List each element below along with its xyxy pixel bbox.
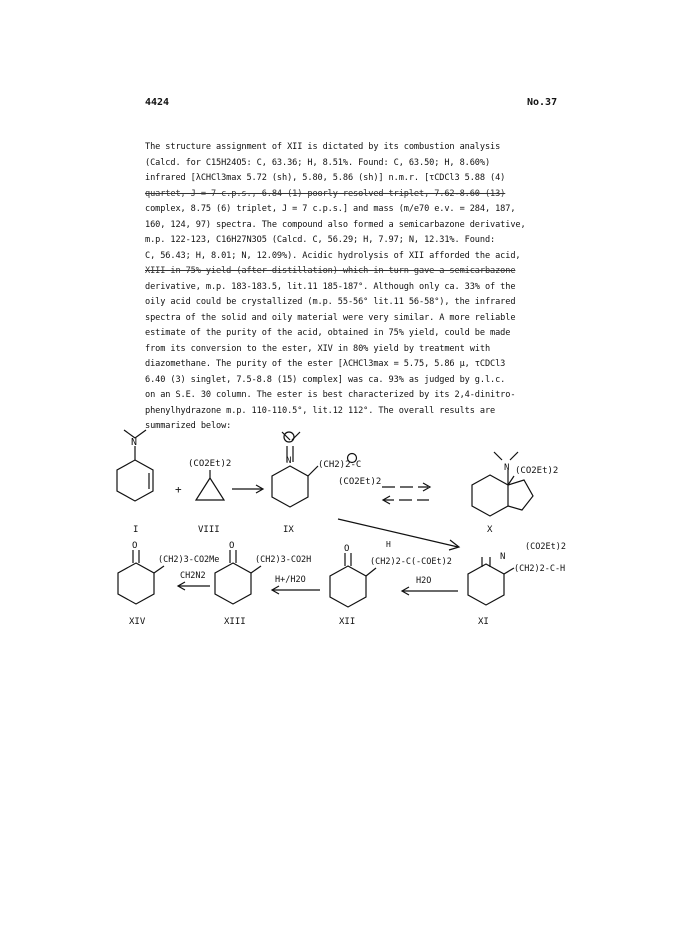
text-line: on an S.E. 30 column. The ester is best characterized by its 2,4-dinitro-: [145, 390, 516, 400]
xii-chain: (CH2)2-C(-COEt)2: [370, 557, 452, 567]
label-compound-i: I: [133, 525, 139, 535]
reagent-diazomethane: CH2N2: [180, 571, 206, 581]
bond-x-me1: [494, 452, 502, 460]
oxygen-xiii: O: [229, 541, 235, 551]
text-line: m.p. 122-123, C16H27N3O5 (Calcd. C, 56.29; H, 7.97; N, 12.31%. Found:: [145, 235, 496, 245]
plus-sign: +: [175, 483, 182, 496]
text-line: derivative, m.p. 183-183.5, lit.11 185-187°. Although only ca. 33% of the: [145, 281, 516, 292]
ring-compound-xi: [468, 564, 504, 605]
text-line: phenylhydrazone m.p. 110-110.5°, lit.12 112°. The overall results are: [145, 405, 496, 416]
xi-chain: (CH2)2-C-H: [514, 564, 566, 574]
ring6-compound-x: [472, 475, 508, 516]
ix-chain: (CH2)2-C: [318, 460, 362, 470]
ring5-compound-x: [508, 480, 533, 510]
bond-xi-chain: [504, 568, 514, 574]
ring-compound-xii: [330, 566, 366, 607]
nitrogen-x: N: [504, 463, 510, 473]
ring-compound-xiv: [118, 563, 154, 604]
x-substituent: (CO2Et)2: [515, 466, 559, 476]
ring-compound-viii: [196, 478, 224, 500]
bond-x-me2: [510, 452, 518, 460]
xiv-chain: (CH2)3-CO2Me: [158, 555, 220, 565]
nitrogen-i: N: [131, 437, 138, 448]
text-line: diazomethane. The purity of the ester [λCHCl3max = 5.75, 5.86 μ, τCDCl3: [145, 359, 506, 369]
ix-esters: (CO2Et)2: [338, 477, 382, 487]
text-line: XIII in 75% yield (after distillation) which in turn gave a semicarbazone: [145, 266, 516, 276]
bond-xiii-chain: [251, 566, 261, 573]
arrow-to-xi: [338, 519, 458, 547]
bond-xii-chain: [366, 568, 376, 576]
label-compound-x: X: [487, 525, 493, 535]
text-line: estimate of the purity of the acid, obtained in 75% yield, could be made: [145, 328, 511, 338]
text-line: quartet, J = 7 c.p.s., 6.84 (1) poorly resolved triplet, 7.62-8.60 (13): [145, 188, 506, 199]
ring-compound-i: [117, 460, 153, 501]
text-line: from its conversion to the ester, XIV in 80% yield by treatment with: [145, 343, 491, 354]
text-line: 160, 124, 97) spectra. The compound also formed a semicarbazone derivative,: [145, 219, 526, 230]
label-compound-xiii: XIII: [224, 617, 246, 627]
label-compound-ix: IX: [283, 525, 294, 535]
text-line: summarized below:: [145, 421, 232, 431]
xi-esters: (CO2Et)2: [525, 542, 566, 552]
oxygen-xiv: O: [132, 541, 138, 551]
text-line: The structure assignment of XII is dictated by its combustion analysis: [145, 142, 501, 152]
label-compound-xiv: XIV: [129, 617, 146, 627]
viii-substituent: (CO2Et)2: [188, 459, 232, 469]
xiii-chain: (CH2)3-CO2H: [255, 555, 312, 565]
text-line: infrared [λCHCl3max 5.72 (sh), 5.80, 5.86 (sh)] n.m.r. [τCDCl3 5.88 (4): [145, 173, 506, 183]
reagent-water: H2O: [416, 576, 432, 586]
charge-ring: [284, 432, 294, 442]
nitrogen-xi: N: [500, 552, 506, 562]
text-line: C, 56.43; H, 8.01; N, 12.09%). Acidic hydrolysis of XII afforded the acid,: [145, 250, 521, 261]
page-number-left: 4424: [145, 97, 170, 108]
text-line: 6.40 (3) singlet, 7.5-8.8 (15) complex] was ca. 93% as judged by g.l.c.: [145, 374, 506, 385]
ring-compound-ix: [272, 466, 308, 507]
text-line: complex, 8.75 (6) triplet, J = 7 c.p.s.] and mass (m/e70 e.v. = 284, 187,: [145, 204, 516, 214]
bond-ix-chain: [308, 466, 318, 476]
text-line: (Calcd. for C15H24O5: C, 63.36; H, 8.51%. Found: C, 63.50; H, 8.60%): [145, 157, 491, 168]
oxygen-xii: O: [344, 544, 350, 554]
carbonyl-xiii: [230, 550, 236, 563]
text-line: oily acid could be crystallized (m.p. 55-56° lit.11 56-58°), the infrared: [145, 297, 516, 307]
nitrogen-ix: N: [286, 456, 292, 466]
carbonyl-xiv: [133, 550, 139, 563]
bond-xiv-chain: [154, 566, 164, 573]
label-compound-xii: XII: [339, 617, 356, 627]
hydrogen-xii: H: [386, 540, 391, 549]
label-compound-viii: VIII: [198, 525, 220, 535]
text-line: spectra of the solid and oily material were very similar. A more reliable: [145, 312, 516, 323]
reagent-acid-water: H+/H2O: [275, 575, 306, 585]
carbonyl-xii: [345, 553, 351, 566]
label-compound-xi: XI: [478, 617, 489, 627]
journal-number: No.37: [527, 97, 558, 108]
ring-compound-xiii: [215, 563, 251, 604]
